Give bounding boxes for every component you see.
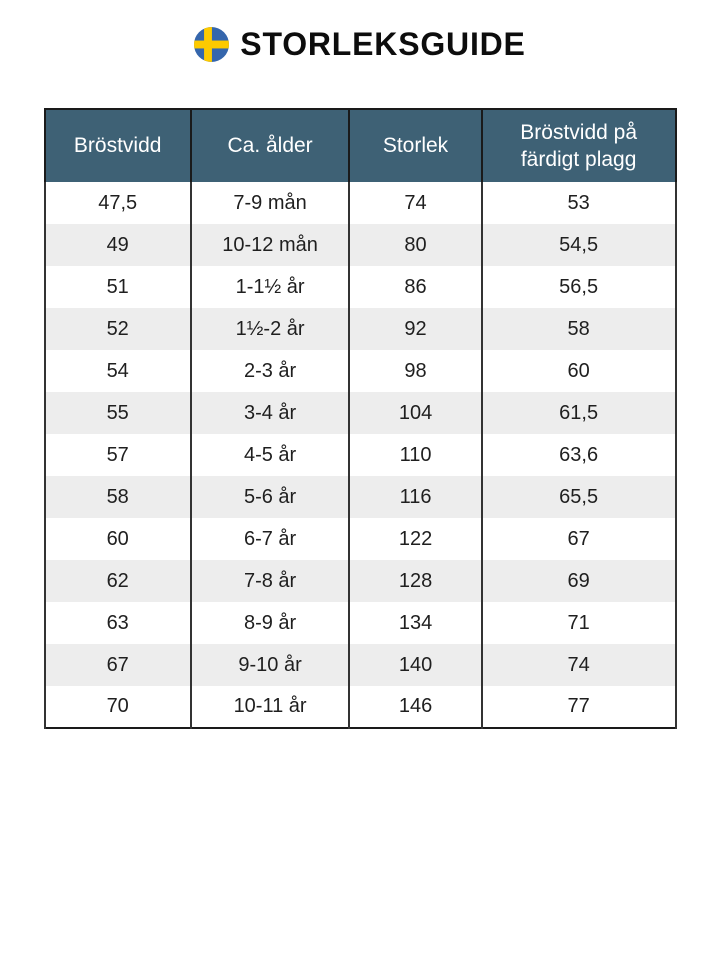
table-row <box>45 308 676 350</box>
table-cell: 116 <box>349 476 482 518</box>
column-header-brostvidd: Bröstvidd <box>45 109 191 182</box>
table-cell: 51 <box>45 266 191 308</box>
table-cell: 5-6 år <box>191 476 349 518</box>
table-row <box>45 182 676 224</box>
table-cell: 58 <box>482 308 676 350</box>
table-cell: 6-7 år <box>191 518 349 560</box>
table-row <box>45 434 676 476</box>
table-cell: 2-3 år <box>191 350 349 392</box>
size-table-body <box>45 182 676 728</box>
table-row <box>45 350 676 392</box>
table-row <box>45 224 676 266</box>
table-cell: 10-12 mån <box>191 224 349 266</box>
table-row <box>45 644 676 686</box>
column-header-brostvidd-fardigt-plagg: Bröstvidd på färdigt plagg <box>482 109 676 182</box>
table-cell: 92 <box>349 308 482 350</box>
table-cell: 7-9 mån <box>191 182 349 224</box>
table-cell: 67 <box>45 644 191 686</box>
table-cell: 8-9 år <box>191 602 349 644</box>
table-row <box>45 602 676 644</box>
table-cell: 104 <box>349 392 482 434</box>
table-cell: 1-1½ år <box>191 266 349 308</box>
table-cell: 63 <box>45 602 191 644</box>
table-cell: 60 <box>45 518 191 560</box>
table-row <box>45 392 676 434</box>
table-cell: 55 <box>45 392 191 434</box>
table-cell: 3-4 år <box>191 392 349 434</box>
table-row <box>45 560 676 602</box>
table-cell: 65,5 <box>482 476 676 518</box>
table-cell: 69 <box>482 560 676 602</box>
table-cell: 47,5 <box>45 182 191 224</box>
table-row <box>45 686 676 728</box>
table-cell: 71 <box>482 602 676 644</box>
table-cell: 60 <box>482 350 676 392</box>
table-cell: 56,5 <box>482 266 676 308</box>
column-header-storlek: Storlek <box>349 109 482 182</box>
table-cell: 4-5 år <box>191 434 349 476</box>
table-cell: 70 <box>45 686 191 728</box>
table-cell: 57 <box>45 434 191 476</box>
title-bar <box>0 25 720 63</box>
table-cell: 53 <box>482 182 676 224</box>
table-cell: 86 <box>349 266 482 308</box>
table-cell: 134 <box>349 602 482 644</box>
table-cell: 7-8 år <box>191 560 349 602</box>
table-cell: 54 <box>45 350 191 392</box>
table-row <box>45 476 676 518</box>
table-cell: 98 <box>349 350 482 392</box>
table-cell: 110 <box>349 434 482 476</box>
table-cell: 63,6 <box>482 434 676 476</box>
column-header-ca-alder: Ca. ålder <box>191 109 349 182</box>
table-cell: 140 <box>349 644 482 686</box>
size-guide-table <box>44 108 677 729</box>
table-cell: 122 <box>349 518 482 560</box>
table-cell: 74 <box>349 182 482 224</box>
table-cell: 58 <box>45 476 191 518</box>
table-row <box>45 266 676 308</box>
table-cell: 128 <box>349 560 482 602</box>
table-cell: 10-11 år <box>191 686 349 728</box>
swedish-flag-icon <box>194 27 229 62</box>
table-cell: 146 <box>349 686 482 728</box>
table-cell: 62 <box>45 560 191 602</box>
table-cell: 54,5 <box>482 224 676 266</box>
table-cell: 9-10 år <box>191 644 349 686</box>
table-cell: 74 <box>482 644 676 686</box>
table-cell: 61,5 <box>482 392 676 434</box>
table-header-row <box>45 109 676 182</box>
table-cell: 1½-2 år <box>191 308 349 350</box>
table-row <box>45 518 676 560</box>
table-cell: 80 <box>349 224 482 266</box>
table-cell: 49 <box>45 224 191 266</box>
table-cell: 77 <box>482 686 676 728</box>
page-title: STORLEKSGUIDE <box>240 25 526 62</box>
table-cell: 52 <box>45 308 191 350</box>
table-cell: 67 <box>482 518 676 560</box>
